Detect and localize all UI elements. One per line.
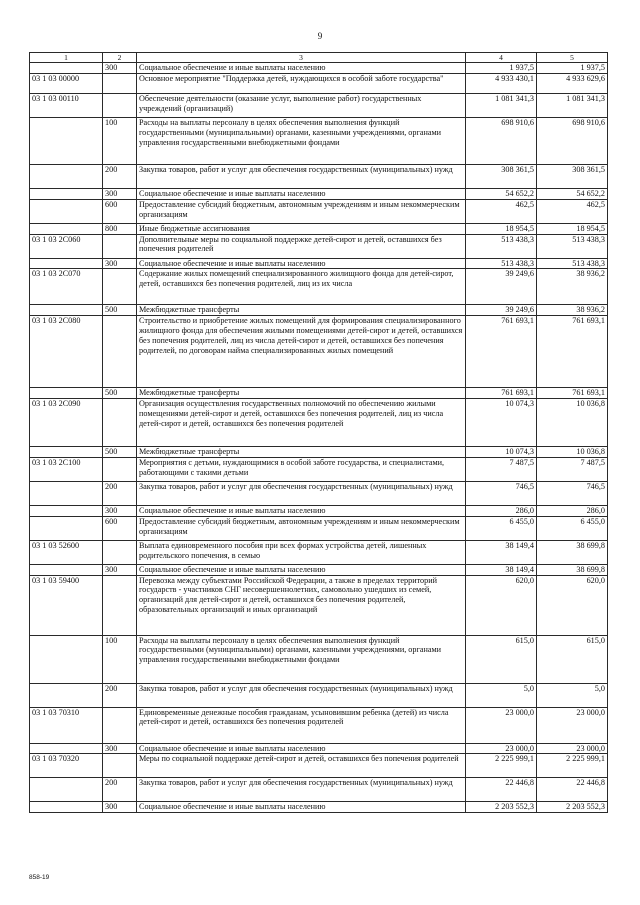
description-cell: Межбюджетные трансферты (137, 305, 466, 316)
description-cell: Иные бюджетные ассигнования (137, 223, 466, 234)
amount-col5-cell: 761 693,1 (537, 388, 608, 399)
amount-col4-cell: 1 081 341,3 (466, 93, 537, 117)
amount-col4-cell: 308 361,5 (466, 164, 537, 188)
table-row (30, 802, 608, 813)
amount-col4-cell: 38 149,4 (466, 540, 537, 564)
code-cell: 03 1 03 00000 (30, 73, 103, 93)
description-cell: Организация осуществления государственных полномочий по обеспечению жилыми помещениями детей-сирот и детей, оставшихся без попечения родителей, лиц из числа детей-сирот и детей, оставшихся без попечения родителей (137, 399, 466, 447)
amount-col4-cell: 761 693,1 (466, 388, 537, 399)
amount-col5-cell: 286,0 (537, 505, 608, 516)
amount-col5-cell: 10 036,8 (537, 447, 608, 458)
footer-code: 858-19 (29, 874, 50, 881)
description-cell: Перевозка между субъектами Российской Федерации, а также в пределах территорий государств - участников СНГ несовершеннолетних, самовольно ушедших из семей, организаций для детей-сирот и детей, оставшихся без попечения родителей, образовательных организаций и иных организаций (137, 575, 466, 635)
table-row (30, 399, 608, 447)
amount-col4-cell: 39 249,6 (466, 305, 537, 316)
expense-type-cell: 200 (103, 164, 137, 188)
expense-type-cell (103, 457, 137, 481)
description-cell: Содержание жилых помещений специализированного жилищного фонда для детей-сирот, детей, оставшихся без попечения родителей, лиц из их числа (137, 269, 466, 305)
code-cell: 03 1 03 2С080 (30, 316, 103, 388)
table-row (30, 540, 608, 564)
amount-col4-cell: 6 455,0 (466, 516, 537, 540)
amount-col5-cell: 513 438,3 (537, 258, 608, 269)
table-row (30, 269, 608, 305)
amount-col5-cell: 22 446,8 (537, 778, 608, 802)
amount-col4-cell: 462,5 (466, 199, 537, 223)
expense-type-cell: 300 (103, 505, 137, 516)
table-row (30, 305, 608, 316)
expense-type-cell (103, 316, 137, 388)
amount-col4-cell: 5,0 (466, 683, 537, 707)
header-col-5: 5 (537, 53, 608, 63)
expense-type-cell (103, 234, 137, 258)
code-cell: 03 1 03 2С060 (30, 234, 103, 258)
table-row (30, 778, 608, 802)
amount-col4-cell: 7 487,5 (466, 457, 537, 481)
table-row (30, 575, 608, 635)
description-cell: Расходы на выплаты персоналу в целях обеспечения выполнения функций государственными (муниципальными) органами, казенными учреждениями, органами управления государственными внебюджетными фондами (137, 117, 466, 164)
code-cell (30, 117, 103, 164)
amount-col5-cell: 23 000,0 (537, 743, 608, 754)
expense-type-cell: 300 (103, 258, 137, 269)
code-cell (30, 258, 103, 269)
table-row (30, 564, 608, 575)
description-cell: Межбюджетные трансферты (137, 388, 466, 399)
table-row (30, 234, 608, 258)
description-cell: Межбюджетные трансферты (137, 447, 466, 458)
expense-type-cell (103, 575, 137, 635)
header-col-3: 3 (137, 53, 466, 63)
amount-col5-cell: 462,5 (537, 199, 608, 223)
description-cell: Обеспечение деятельности (оказание услуг, выполнение работ) государственных учреждений (организаций) (137, 93, 466, 117)
amount-col5-cell: 4 933 629,6 (537, 73, 608, 93)
expense-type-cell: 500 (103, 447, 137, 458)
table-row (30, 481, 608, 505)
description-cell: Закупка товаров, работ и услуг для обеспечения государственных (муниципальных) нужд (137, 778, 466, 802)
expense-type-cell: 200 (103, 778, 137, 802)
amount-col4-cell: 513 438,3 (466, 234, 537, 258)
description-cell: Социальное обеспечение и иные выплаты населению (137, 564, 466, 575)
description-cell: Социальное обеспечение и иные выплаты населению (137, 188, 466, 199)
amount-col4-cell: 23 000,0 (466, 743, 537, 754)
amount-col5-cell: 5,0 (537, 683, 608, 707)
expense-type-cell: 500 (103, 305, 137, 316)
code-cell: 03 1 03 2С070 (30, 269, 103, 305)
code-cell (30, 447, 103, 458)
amount-col5-cell: 2 203 552,3 (537, 802, 608, 813)
amount-col4-cell: 761 693,1 (466, 316, 537, 388)
code-cell (30, 188, 103, 199)
expense-type-cell (103, 707, 137, 743)
amount-col4-cell: 39 249,6 (466, 269, 537, 305)
table-row (30, 457, 608, 481)
expense-type-cell: 200 (103, 481, 137, 505)
code-cell (30, 516, 103, 540)
description-cell: Расходы на выплаты персоналу в целях обеспечения выполнения функций государственными (муниципальными) органами, казенными учреждениями, органами управления государственными внебюджетными фондами (137, 635, 466, 683)
table-row (30, 516, 608, 540)
amount-col4-cell: 2 225 999,1 (466, 754, 537, 778)
expense-type-cell: 300 (103, 802, 137, 813)
amount-col5-cell: 18 954,5 (537, 223, 608, 234)
table-row (30, 447, 608, 458)
amount-col5-cell: 2 225 999,1 (537, 754, 608, 778)
table-body (30, 63, 608, 813)
amount-col4-cell: 4 933 430,1 (466, 73, 537, 93)
amount-col4-cell: 23 000,0 (466, 707, 537, 743)
amount-col4-cell: 18 954,5 (466, 223, 537, 234)
table-row (30, 635, 608, 683)
amount-col5-cell: 23 000,0 (537, 707, 608, 743)
description-cell: Дополнительные меры по социальной поддержке детей-сирот и детей, оставшихся без попечения родителей (137, 234, 466, 258)
description-cell: Предоставление субсидий бюджетным, автономным учреждениям и иным некоммерческим организациям (137, 516, 466, 540)
code-cell: 03 1 03 70310 (30, 707, 103, 743)
amount-col5-cell: 1 081 341,3 (537, 93, 608, 117)
amount-col5-cell: 620,0 (537, 575, 608, 635)
amount-col4-cell: 620,0 (466, 575, 537, 635)
description-cell: Строительство и приобретение жилых помещений для формирования специализированного жилищного фонда для обеспечения жилыми помещениями детей-сирот и детей, оставшихся без попечения родителей, лиц из числа детей-сирот и детей, оставшихся без попечения родителей, по договорам найма специализированных жилых помещений (137, 316, 466, 388)
code-cell (30, 635, 103, 683)
amount-col4-cell: 2 203 552,3 (466, 802, 537, 813)
amount-col5-cell: 7 487,5 (537, 457, 608, 481)
amount-col5-cell: 761 693,1 (537, 316, 608, 388)
amount-col5-cell: 746,5 (537, 481, 608, 505)
expense-type-cell: 300 (103, 564, 137, 575)
amount-col4-cell: 513 438,3 (466, 258, 537, 269)
description-cell: Социальное обеспечение и иные выплаты населению (137, 63, 466, 74)
amount-col5-cell: 308 361,5 (537, 164, 608, 188)
amount-col4-cell: 286,0 (466, 505, 537, 516)
header-col-2: 2 (103, 53, 137, 63)
expense-type-cell (103, 73, 137, 93)
amount-col5-cell: 1 937,5 (537, 63, 608, 74)
expense-type-cell: 100 (103, 635, 137, 683)
code-cell: 03 1 03 2С100 (30, 457, 103, 481)
amount-col4-cell: 22 446,8 (466, 778, 537, 802)
description-cell: Социальное обеспечение и иные выплаты населению (137, 258, 466, 269)
table-row (30, 505, 608, 516)
code-cell (30, 63, 103, 74)
table-row (30, 223, 608, 234)
amount-col4-cell: 1 937,5 (466, 63, 537, 74)
expense-type-cell: 300 (103, 188, 137, 199)
table-row (30, 93, 608, 117)
description-cell: Закупка товаров, работ и услуг для обеспечения государственных (муниципальных) нужд (137, 481, 466, 505)
amount-col5-cell: 513 438,3 (537, 234, 608, 258)
expense-type-cell: 300 (103, 63, 137, 74)
table-row (30, 199, 608, 223)
amount-col4-cell: 698 910,6 (466, 117, 537, 164)
description-cell: Меры по социальной поддержке детей-сирот и детей, оставшихся без попечения родителей (137, 754, 466, 778)
expense-type-cell (103, 399, 137, 447)
code-cell (30, 683, 103, 707)
amount-col5-cell: 38 699,8 (537, 564, 608, 575)
expense-type-cell: 600 (103, 516, 137, 540)
code-cell (30, 564, 103, 575)
expense-type-cell: 300 (103, 743, 137, 754)
code-cell (30, 388, 103, 399)
description-cell: Закупка товаров, работ и услуг для обеспечения государственных (муниципальных) нужд (137, 164, 466, 188)
description-cell: Единовременные денежные пособия гражданам, усыновившим ребенка (детей) из числа детей-сирот и детей, оставшихся без попечения родителей (137, 707, 466, 743)
description-cell: Социальное обеспечение и иные выплаты населению (137, 743, 466, 754)
description-cell: Основное мероприятие "Поддержка детей, нуждающихся в особой заботе государства" (137, 73, 466, 93)
expense-type-cell: 200 (103, 683, 137, 707)
code-cell: 03 1 03 70320 (30, 754, 103, 778)
table-row (30, 73, 608, 93)
header-col-1: 1 (30, 53, 103, 63)
amount-col4-cell: 10 074,3 (466, 399, 537, 447)
expense-type-cell: 100 (103, 117, 137, 164)
amount-col5-cell: 6 455,0 (537, 516, 608, 540)
page-number: 9 (317, 31, 323, 41)
description-cell: Социальное обеспечение и иные выплаты населению (137, 802, 466, 813)
budget-table (29, 52, 608, 813)
amount-col4-cell: 38 149,4 (466, 564, 537, 575)
table-row (30, 754, 608, 778)
expense-type-cell (103, 93, 137, 117)
description-cell: Мероприятия с детьми, нуждающимися в особой заботе государства, и специалистами, работающими с такими детьми (137, 457, 466, 481)
header-col-4: 4 (466, 53, 537, 63)
code-cell (30, 802, 103, 813)
table-row (30, 164, 608, 188)
code-cell: 03 1 03 52600 (30, 540, 103, 564)
amount-col4-cell: 54 652,2 (466, 188, 537, 199)
code-cell (30, 481, 103, 505)
code-cell: 03 1 03 59400 (30, 575, 103, 635)
amount-col5-cell: 38 936,2 (537, 269, 608, 305)
table-row (30, 683, 608, 707)
amount-col4-cell: 615,0 (466, 635, 537, 683)
table-row (30, 707, 608, 743)
table-row (30, 188, 608, 199)
amount-col4-cell: 746,5 (466, 481, 537, 505)
code-cell (30, 778, 103, 802)
code-cell: 03 1 03 00110 (30, 93, 103, 117)
expense-type-cell: 500 (103, 388, 137, 399)
table-row (30, 117, 608, 164)
code-cell (30, 305, 103, 316)
header-row (30, 53, 608, 63)
description-cell: Выплата единовременного пособия при всех формах устройства детей, лишенных родительского попечения, в семью (137, 540, 466, 564)
description-cell: Закупка товаров, работ и услуг для обеспечения государственных (муниципальных) нужд (137, 683, 466, 707)
amount-col5-cell: 38 699,8 (537, 540, 608, 564)
code-cell (30, 505, 103, 516)
expense-type-cell (103, 269, 137, 305)
amount-col5-cell: 54 652,2 (537, 188, 608, 199)
table-row (30, 258, 608, 269)
code-cell: 03 1 03 2С090 (30, 399, 103, 447)
expense-type-cell: 800 (103, 223, 137, 234)
table-row (30, 388, 608, 399)
code-cell (30, 743, 103, 754)
table-row (30, 743, 608, 754)
amount-col5-cell: 615,0 (537, 635, 608, 683)
expense-type-cell (103, 540, 137, 564)
code-cell (30, 199, 103, 223)
amount-col5-cell: 10 036,8 (537, 399, 608, 447)
table-row (30, 316, 608, 388)
expense-type-cell: 600 (103, 199, 137, 223)
code-cell (30, 164, 103, 188)
table-row (30, 63, 608, 74)
code-cell (30, 223, 103, 234)
amount-col5-cell: 698 910,6 (537, 117, 608, 164)
amount-col4-cell: 10 074,3 (466, 447, 537, 458)
description-cell: Социальное обеспечение и иные выплаты населению (137, 505, 466, 516)
description-cell: Предоставление субсидий бюджетным, автономным учреждениям и иным некоммерческим организациям (137, 199, 466, 223)
expense-type-cell (103, 754, 137, 778)
amount-col5-cell: 38 936,2 (537, 305, 608, 316)
